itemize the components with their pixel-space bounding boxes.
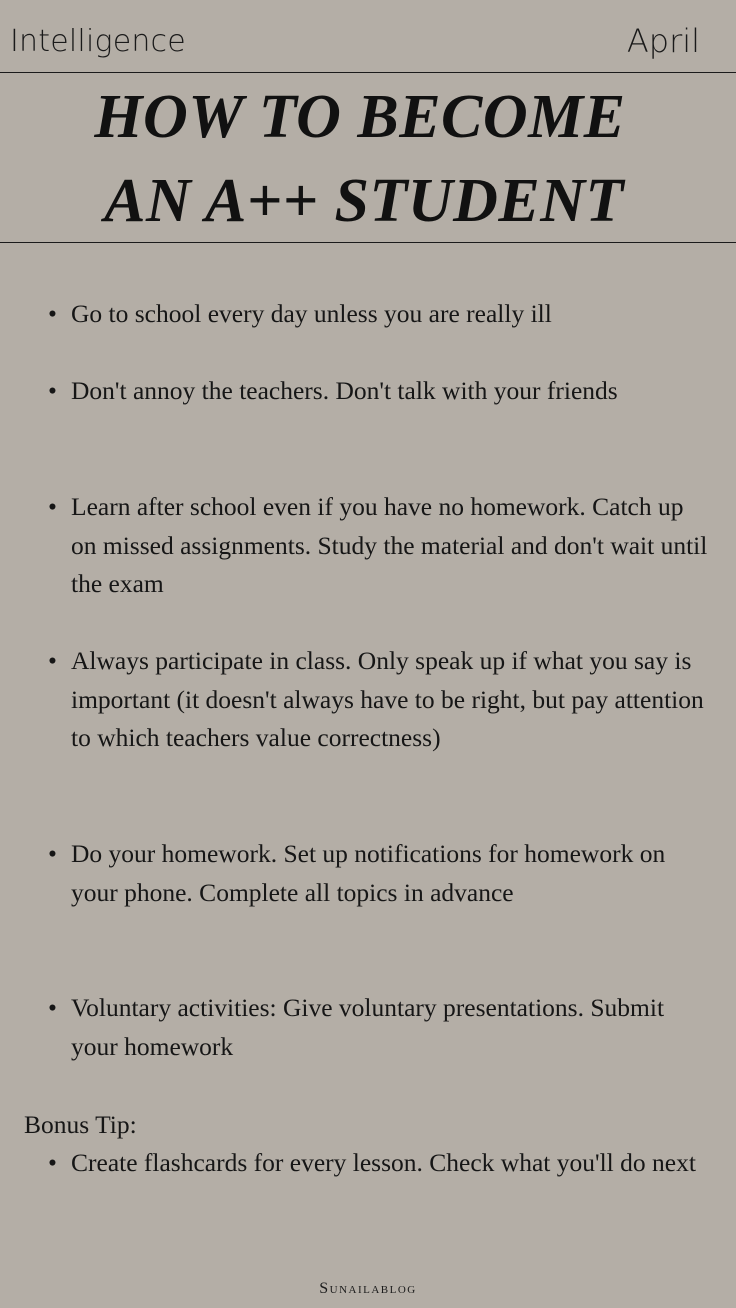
bonus-tip-label: Bonus Tip: (24, 1110, 137, 1139)
tip-text: Voluntary activities: Give voluntary presentations. Submit your homework (71, 993, 665, 1061)
bullet-icon: • (48, 376, 57, 405)
tip-text: Don't annoy the teachers. Don't talk with your friends (71, 376, 618, 405)
month-label: April (626, 22, 700, 60)
page-title-line-2: AN A++ STUDENT (104, 167, 624, 235)
bullet-icon: • (48, 299, 57, 328)
tip-text: Do your homework. Set up notifications for homework on your phone. Complete all topics in advance (71, 839, 666, 907)
tip-text: Learn after school even if you have no homework. Catch up on missed assignments. Study the material and don't wait until the exam (71, 492, 708, 598)
list-item (48, 372, 708, 411)
bullet-icon: • (48, 839, 57, 868)
title-block (0, 72, 736, 243)
list-item (48, 295, 708, 334)
footer-credit: Sunailablog (319, 1280, 417, 1297)
list-item (48, 989, 708, 1066)
tip-text: Always participate in class. Only speak up if what you say is important (it doesn't always have to be right, but pay attention to which teachers value correctness) (71, 646, 704, 752)
list-item (48, 835, 708, 912)
list-item (48, 488, 708, 604)
bullet-icon: • (48, 993, 57, 1022)
page-title-line-1: HOW TO BECOME (94, 83, 626, 151)
page-header (0, 0, 736, 73)
bullet-icon: • (48, 646, 57, 675)
list-item (48, 642, 708, 758)
bullet-icon: • (48, 1148, 57, 1177)
brand-name: Intelligence (10, 24, 186, 59)
bullet-icon: • (48, 492, 57, 521)
tip-text: Create flashcards for every lesson. Check what you'll do next (71, 1148, 696, 1177)
tip-text: Go to school every day unless you are really ill (71, 299, 552, 328)
bonus-tip-item (48, 1144, 708, 1183)
